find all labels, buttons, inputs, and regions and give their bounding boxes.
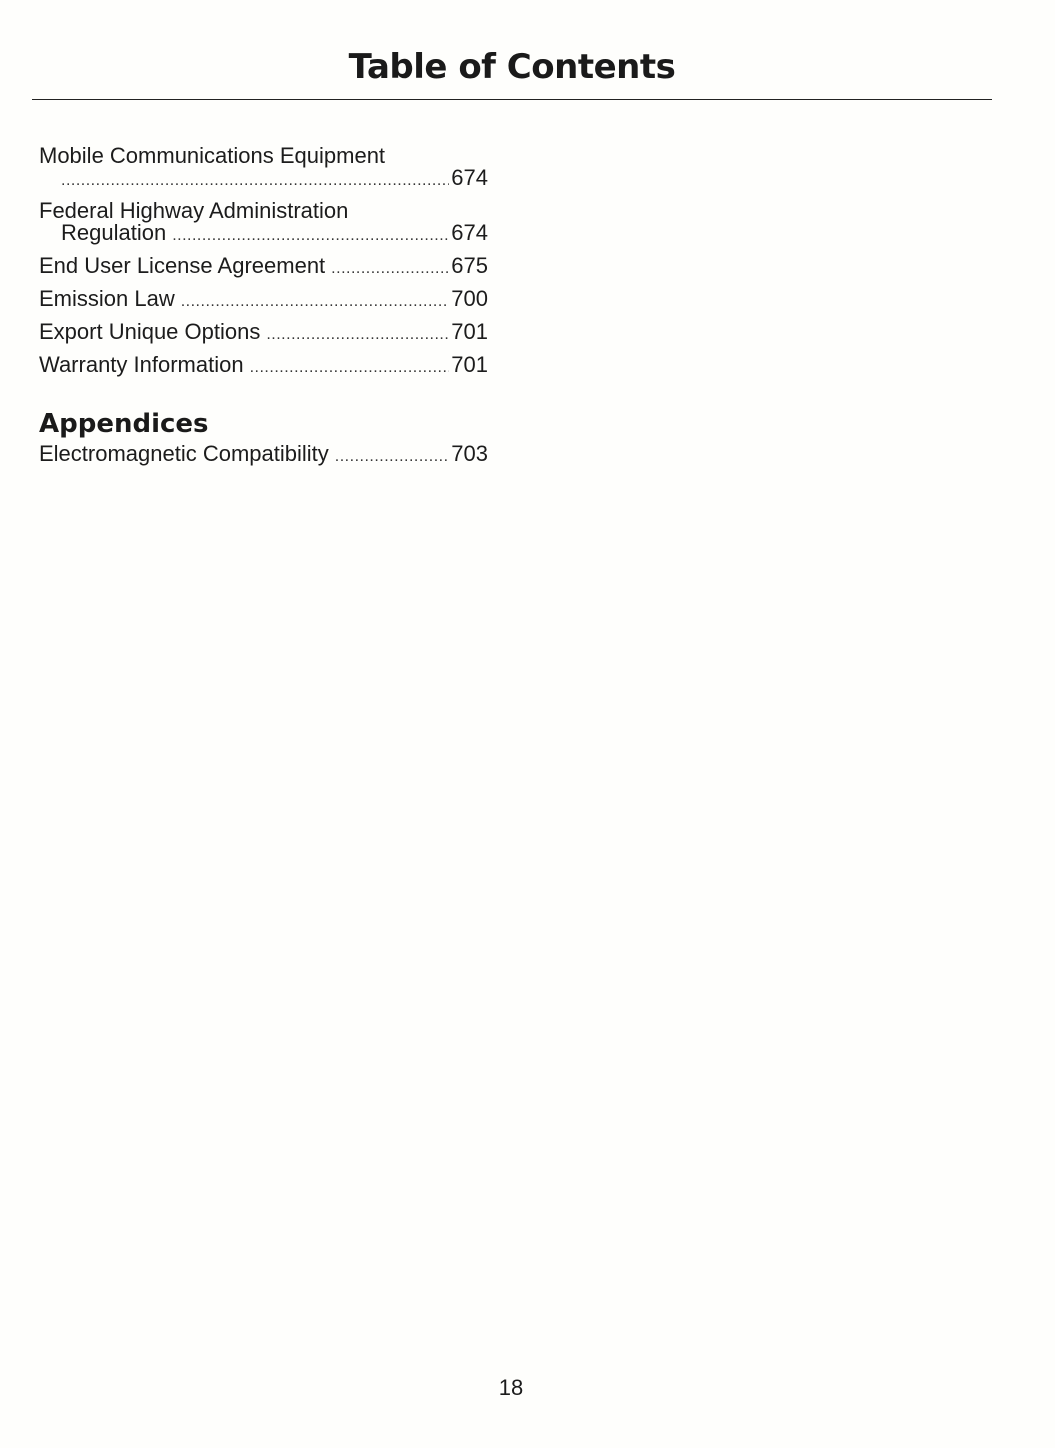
title-divider — [32, 99, 992, 100]
toc-entry-label: Emission Law — [39, 286, 175, 311]
toc-entry-page: 701 — [451, 352, 488, 377]
toc-entry-page: 674 — [451, 165, 488, 190]
page-number: 18 — [498, 1375, 524, 1400]
dot-leader — [250, 354, 450, 379]
toc-entry-label: Electromagnetic Compatibility — [39, 441, 329, 466]
toc-entry-warranty-information[interactable] — [39, 354, 488, 379]
dot-leader — [181, 288, 450, 313]
dot-leader — [172, 222, 449, 247]
toc-entry-page: 700 — [451, 286, 488, 311]
toc-entry-page: 674 — [451, 220, 488, 245]
toc-entry-end-user-license-agreement[interactable] — [39, 255, 488, 280]
dot-leader — [335, 443, 450, 468]
dot-leader — [61, 167, 449, 192]
toc-entry-label: Mobile Communications Equipment — [39, 143, 386, 168]
page-title: Table of Contents — [348, 47, 676, 87]
toc-entry-electromagnetic-compatibility[interactable] — [39, 443, 488, 468]
toc-entry-label-continued: Regulation — [61, 220, 167, 245]
section-heading-appendices: Appendices — [39, 409, 209, 439]
toc-entry-page: 675 — [451, 253, 488, 278]
toc-entry-emission-law[interactable] — [39, 288, 488, 313]
table-of-contents — [39, 145, 488, 476]
toc-entry-label: Federal Highway Administration — [39, 198, 349, 223]
toc-entry-label: Warranty Information — [39, 352, 244, 377]
toc-entry-export-unique-options[interactable] — [39, 321, 488, 346]
dot-leader — [266, 321, 449, 346]
toc-entry-mobile-communications-equipment[interactable] — [39, 145, 488, 192]
toc-entry-label: End User License Agreement — [39, 253, 326, 278]
toc-entry-page: 701 — [451, 319, 488, 344]
dot-leader — [331, 255, 449, 280]
toc-entry-label: Export Unique Options — [39, 319, 261, 344]
toc-entry-page: 703 — [451, 441, 488, 466]
toc-entry-federal-highway-administration-regulation[interactable] — [39, 200, 488, 247]
